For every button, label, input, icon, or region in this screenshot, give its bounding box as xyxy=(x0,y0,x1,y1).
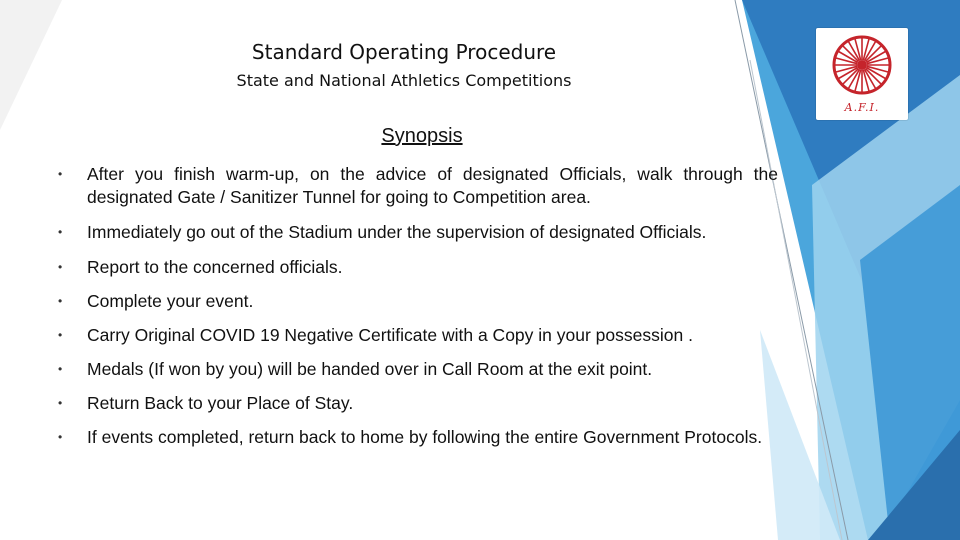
afi-logo xyxy=(816,28,908,120)
bullet-icon: • xyxy=(58,362,63,376)
list-item xyxy=(56,392,778,415)
list-item-text: Carry Original COVID 19 Negative Certificate with a Copy in your possession . xyxy=(87,325,693,345)
bullet-icon: • xyxy=(58,260,63,274)
list-item-text: Return Back to your Place of Stay. xyxy=(87,393,354,413)
list-item xyxy=(56,358,778,381)
section-title: Synopsis xyxy=(381,125,463,147)
bullet-icon: • xyxy=(58,396,63,410)
list-item-text: Report to the concerned officials. xyxy=(87,257,343,277)
page-title: Standard Operating Procedure xyxy=(251,40,557,64)
list-item-text: Complete your event. xyxy=(87,291,254,311)
list-item-text: If events completed, return back to home by following the entire Government Protocols. xyxy=(87,427,763,447)
logo-caption: A.F.I. xyxy=(844,101,880,114)
list-item xyxy=(56,324,778,347)
bullet-icon: • xyxy=(58,225,63,239)
list-item-text: Medals (If won by you) will be handed over in Call Room at the exit point. xyxy=(87,359,653,379)
list-item xyxy=(56,221,778,244)
bullet-icon: • xyxy=(58,430,63,444)
bullet-icon: • xyxy=(58,167,63,181)
list-item xyxy=(56,426,778,449)
list-item xyxy=(56,256,778,279)
list-item-text: After you finish warm-up, on the advice of designated Officials, walk through the designated Gate / Sanitizer Tunnel for going to Competition area. xyxy=(87,164,778,207)
bullet-icon: • xyxy=(58,294,63,308)
bullet-list xyxy=(56,163,778,449)
list-item-text: Immediately go out of the Stadium under the supervision of designated Officials. xyxy=(87,222,707,242)
list-item xyxy=(56,163,778,209)
list-item xyxy=(56,290,778,313)
top-left-shape xyxy=(0,0,62,130)
bullet-icon: • xyxy=(58,328,63,342)
page-subtitle: State and National Athletics Competitions xyxy=(236,71,572,90)
